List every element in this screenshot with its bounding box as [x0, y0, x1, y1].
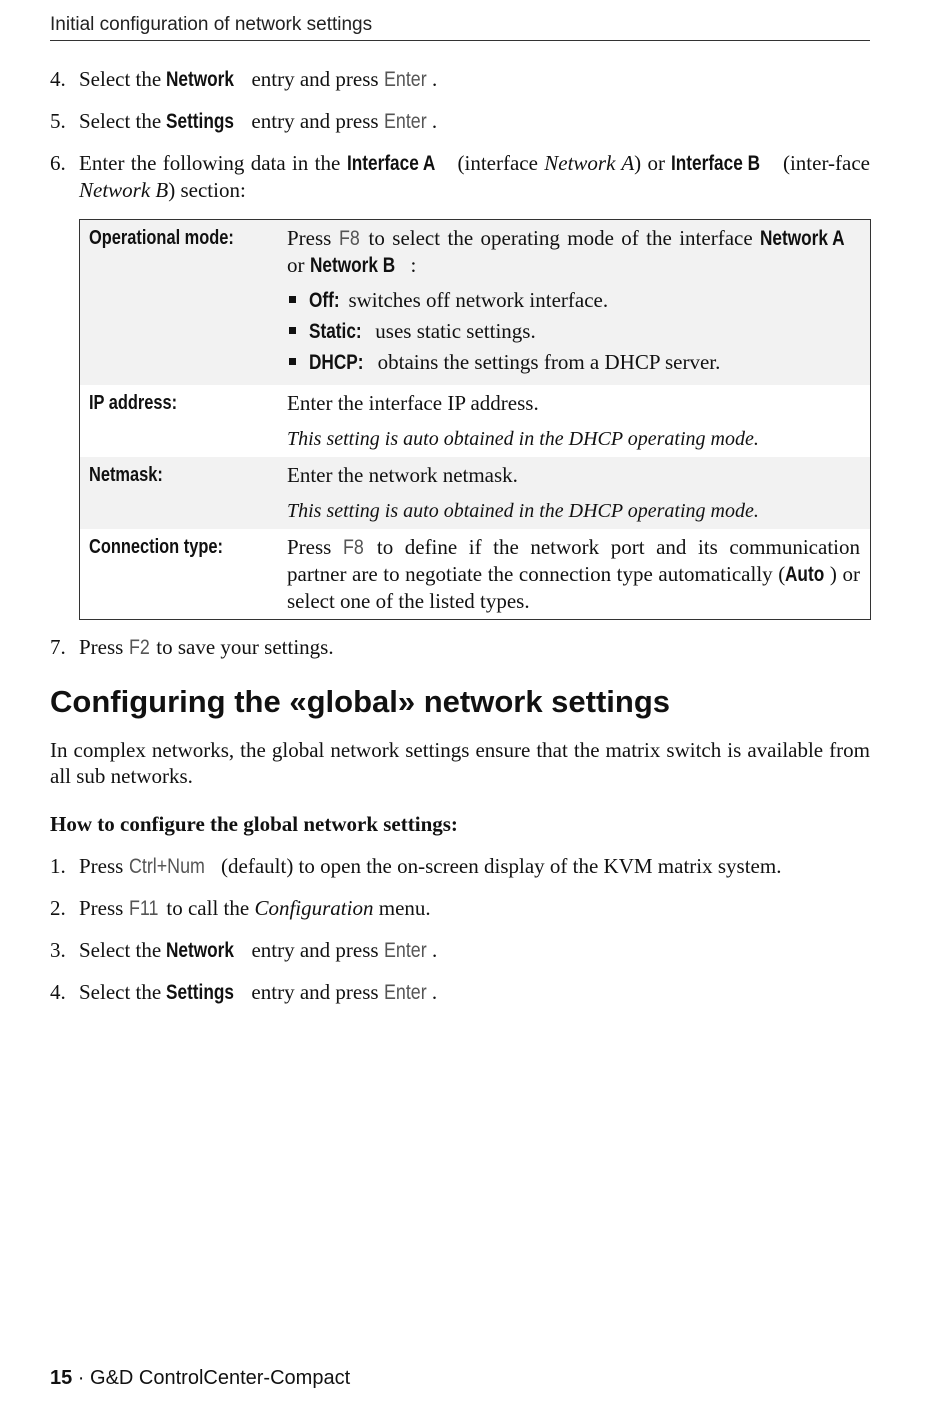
row-value: Press F8 to select the operating mode of the interface Network A or Network B : Off: switches off network interface. Static: uses static settings. DHCP: obtains the settings from a DHCP server. — [287, 225, 860, 380]
key-f8: F8 — [342, 536, 364, 559]
row-note: This setting is auto obtained in the DHCP operating mode. — [287, 500, 759, 522]
menu-entry-settings: Settings — [166, 981, 235, 1004]
step-number: 4. — [50, 67, 66, 91]
page-number: 15 — [50, 1367, 73, 1389]
step-number: 7. — [50, 635, 66, 659]
section-paragraph: In complex networks, the global network settings ensure that the matrix switch is available from all sub networks. — [50, 738, 870, 788]
running-header-title: Initial configuration of network settings — [50, 14, 373, 35]
steps-list-top — [50, 66, 870, 218]
list-item: 6. Enter the following data in the Interface A (interface Network A) or Interface B (inter-face Network B) section: — [50, 151, 870, 202]
step-number: 2. — [50, 896, 66, 920]
key-enter: Enter — [383, 110, 427, 133]
row-label: IP address: — [89, 392, 178, 414]
page-footer: 15 · G&D ControlCenter-Compact — [50, 1367, 351, 1389]
menu-entry-network: Network — [166, 68, 235, 91]
key-enter: Enter — [383, 939, 427, 962]
row-value: Press F8 to define if the network port and its communication partner are to negotiate the connection type automatically (Auto ) or select one of the listed types. — [287, 535, 860, 613]
table-row-netmask — [80, 457, 870, 529]
row-label: Operational mode: — [89, 227, 234, 249]
row-label: Connection type: — [89, 536, 223, 558]
procedure-heading: How to configure the global network settings: — [50, 812, 458, 836]
steps-list-step7 — [50, 634, 870, 676]
step-number: 5. — [50, 109, 66, 133]
step-number: 3. — [50, 938, 66, 962]
key-ctrl-num: Ctrl+Num — [128, 855, 205, 878]
menu-entry-network: Network — [166, 939, 235, 962]
section-heading: Configuring the «global» network settings — [50, 684, 671, 719]
interface-b-label: Interface B — [671, 152, 761, 175]
steps-list-bottom — [50, 853, 870, 1021]
key-f2: F2 — [128, 636, 150, 659]
table-row-connection-type — [80, 529, 870, 619]
key-enter: Enter — [383, 981, 427, 1004]
list-item: 4. Select the Network entry and press Enter . — [50, 67, 438, 91]
settings-table — [79, 219, 871, 620]
list-item: DHCP: obtains the settings from a DHCP server. — [287, 349, 860, 376]
step-number: 1. — [50, 854, 66, 878]
interface-a-label: Interface A — [346, 152, 435, 175]
list-item: 3. Select the Network entry and press Enter . — [50, 938, 438, 962]
step-number: 6. — [50, 151, 66, 175]
mode-options-list — [287, 287, 860, 376]
list-item: 1. Press Ctrl+Num (default) to open the on-screen display of the KVM matrix system. — [50, 854, 782, 878]
row-note: This setting is auto obtained in the DHCP operating mode. — [287, 428, 759, 450]
step-number: 4. — [50, 980, 66, 1004]
list-item: 2. Press F11 to call the Configuration menu. — [50, 896, 431, 920]
list-item: 7. Press F2 to save your settings. — [50, 635, 334, 659]
table-row-operational-mode — [80, 220, 870, 385]
key-enter: Enter — [383, 68, 427, 91]
running-header — [50, 14, 870, 41]
key-f8: F8 — [338, 227, 360, 250]
row-label: Netmask: — [89, 464, 163, 486]
row-value: Enter the interface IP address. This setting is auto obtained in the DHCP operating mode. — [287, 390, 860, 452]
list-item: 5. Select the Settings entry and press Enter . — [50, 109, 438, 133]
table-row-ip-address — [80, 385, 870, 457]
list-item: Off: switches off network interface. — [287, 287, 860, 314]
key-f11: F11 — [128, 897, 159, 920]
product-name: G&D ControlCenter-Compact — [90, 1367, 351, 1389]
menu-entry-settings: Settings — [166, 110, 235, 133]
list-item: 4. Select the Settings entry and press Enter . — [50, 980, 438, 1004]
row-value: Enter the network netmask. This setting is auto obtained in the DHCP operating mode. — [287, 462, 860, 524]
list-item: Static: uses static settings. — [287, 318, 860, 345]
